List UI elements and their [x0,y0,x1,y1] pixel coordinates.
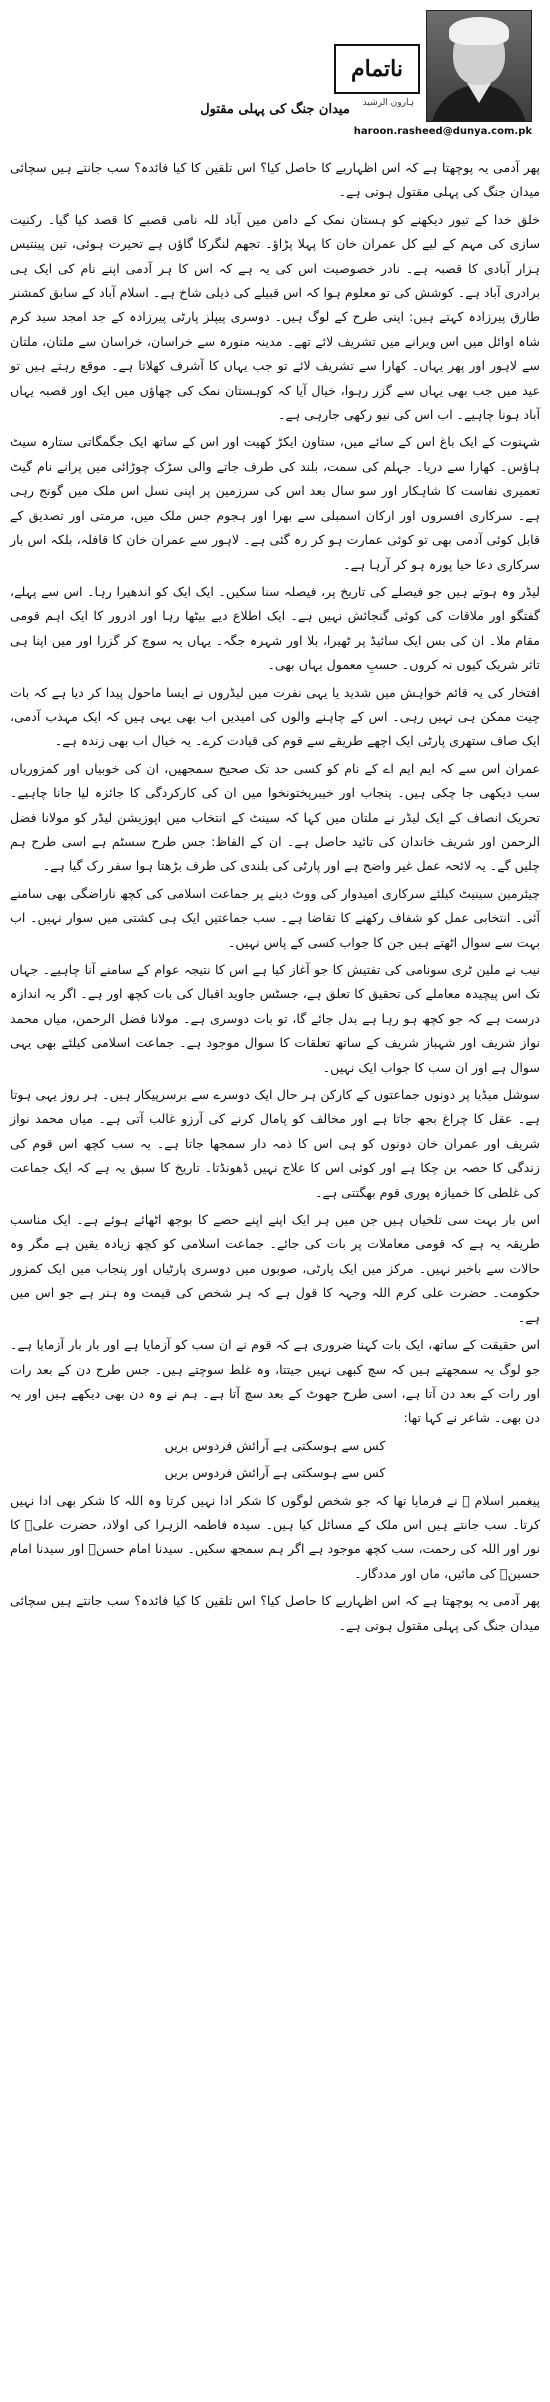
column-masthead [10,6,540,156]
verse-line: کس سے ہوسکتی ہے آرائش فردوس بریں [164,1465,386,1481]
column-name: ناتمام [351,56,403,82]
author-photo-hair [449,17,509,45]
article-paragraph: خلق خدا کے تیور دیکھنے کو ہستان نمک کے دامن میں آباد للہ نامی قصبے کا قصد کیا گیا۔ رکنیت سازی کی مہم کے لیے کل عمران خان کا پہلا پڑاؤ۔ تجھم لنگرکا گاؤں ہے تحیرت ہوئی، تین پینتیس ہزار آبادی کا قصبہ ہے۔ نادر خصوصیت اس کی یہ ہے کہ اس کا ہر آدمی اپنے نام کی ایک ہی برادری آباد ہے۔ کوشش کی تو معلوم ہوا کہ اس قبیلے کی ذیلی شاخ ہے۔ اسلام آباد کے سابق کمشنر طارق پیرزادہ کہتے ہیں: اپنی طرح کے لوگ ہیں۔ دوسری پیپلز پارٹی پیرزادہ کے جد امجد سید کرم شاہ اوائل میں اس ویرانے میں تشریف لائے تھے۔ مدینہ منورہ سے خراسان، خراسان سے ملتان، ملتان سے لاہور اور پھر یہاں۔ کھارا سے تشریف لائے تو جب یہاں کا آشرف کھلاتا ہے۔ موقع رہتے ہیں تو عید میں جب بھی یہاں سے گزر رہوا، خیال آیا کہ کوہستان نمک کی چھاؤں میں ایک اور قصبہ یہاں آباد ہونا چاہیے۔ اب اس کی نیو رکھی جارہی ہے۔ [10,211,540,423]
article-paragraph: پھر آدمی یہ پوچھتا ہے کہ اس اظہاریے کا حاصل کیا؟ اس تلقین کا کیا فائدہ؟ سب جانتے ہیں سچائی میدان جنگ کی پہلی مقتول ہوتی ہے۔ [10,160,540,200]
article-paragraph: شہنوت کے ایک باغ اس کے سائے میں، ستاون ایکڑ کھیت اور اس کے ساتھ ایک جگمگاتی ستارہ سیٹ ہاؤس۔ کھارا سے دریا۔ جہلم کی سمت، بلند کی طرف جاتے والی سڑک چوڑائی میں پرانے نام گیٹ تعمیری نفاست کا شاہکار اور سو سال بعد اس کی سرزمین پر اپنی نسل اس ملک میں گونج رہی ہے۔ سرکاری افسروں اور ارکان اسمبلی سے بھرا اور ہجوم جس ملک میں، مرمتی اور تصدیق کے قابل کوئی آدمی بھی تو کوئی عمارت ہو کر رہ گئی ہے۔ لاہور سے عمران خان کا قافلہ، بلکہ اس بار سرکاری دعا حیا پورہ ہو کر آرہا ہے۔ [10,434,540,572]
article-paragraph: سوشل میڈیا پر دونوں جماعتوں کے کارکن ہر حال ایک دوسرے سے برسرپیکار ہیں۔ ہر روز یہی ہوتا ہے۔ عقل کا چراغ بجھ جاتا ہے اور مخالف کو پامال کرنے کی آرزو غالب آتی ہے۔ میاں محمد نواز شریف اور عمران خان دونوں کو ہی اس کا ذمہ دار سمجھا جاتا ہے۔ یہ سب کچھ اس قوم کی زندگی کا حصہ بن چکا ہے اور کوئی اس کا علاج نہیں ڈھونڈتا۔ تاریخ کا سبق یہ ہے کہ ایک جماعت کی غلطی کا خمیازہ پوری قوم بھگتتی ہے۔ [10,1087,540,1200]
author-name: ہارون الرشید [362,98,414,108]
article-paragraph: عمران اس سے کہ ایم ایم اے کے نام کو کسی حد تک صحیح سمجھیں، ان کی خوبیاں اور کمزوریاں سب دیکھی جا چکی ہیں۔ پنجاب اور خیبرپختونخوا میں ان کی کارکردگی کا جائزہ لیا جانا چاہیے۔ تحریک انصاف کے ایک لیڈر نے ملتان میں کہا کہ سینٹ کے انتخاب میں اپوزیشن لیڈر کو مولانا فضل الرحمن اور شریف خاندان کی تائید حاصل ہے۔ ان کے الفاظ: جس طرح سسٹم ہے اسی طرح ہم چلیں گے۔ یہ لائحہ عمل غیر واضح ہے اور پارٹی کی بلندی کی طرف بڑھتا ہوا سفر رک گیا ہے۔ [10,760,540,874]
article-paragraph: نیب نے ملین ٹری سونامی کی تفتیش کا جو آغاز کیا ہے اس کا نتیجہ عوام کے سامنے آنا چاہیے۔ جہاں تک اس پیچیدہ معاملے کی تحقیق کا تعلق ہے، جسٹس جاوید اقبال کی بات کچھ اور ہے۔ اگر یہ اندازہ درست ہے کہ جو کچھ ہو رہا ہے بدل جائے گا، تو بات دوسری ہے۔ مولانا فضل الرحمن، میاں محمد نواز شریف اور شہباز شریف کے ساتھ تعلقات کا سوال موجود ہے۔ جماعت اسلامی کیلئے بھی یہی سوال ہے اور ان سب کا جواب ایک نہیں۔ [10,962,540,1075]
article-title: میدان جنگ کی پہلی مقتول [200,102,350,117]
article-paragraph: اس حقیقت کے ساتھ، ایک بات کہنا ضروری ہے کہ قوم نے ان سب کو آزمایا ہے اور بار بار آزمایا ہے۔ جو لوگ یہ سمجھتے ہیں کہ سچ کبھی نہیں جیتتا، وہ غلط سوچتے ہیں۔ جس طرح دن کے بعد رات اور رات کے بعد دن آتا ہے، اسی طرح جھوٹ کے بعد سچ آتا ہے۔ ہم نے وہ دن بھی دیکھے ہیں اور یہ دن بھی۔ شاعر نے کہا تھا: [10,1337,540,1426]
article-paragraph: افتخار کی یہ قائم خواہش میں شدید یا یہی نفرت میں لیڈروں نے ایسا ماحول پیدا کر دیا ہے کہ بات چیت ممکن ہی نہیں رہی۔ اس کے چاہنے والوں کی امیدیں اب بھی یہی ہیں کہ ایک مہذب آدمی، ایک صاف ستھری پارٹی ایک اچھے طریقے سے قوم کی قیادت کرے۔ یہ خیال اب بھی زندہ ہے۔ [10,684,540,749]
article-paragraph: لیڈر وہ ہوتے ہیں جو فیصلے کی تاریخ پر، فیصلہ سنا سکیں۔ ایک ایک کو اندھیرا رہا۔ اس سے پہلے، گفتگو اور ملاقات کی کوئی گنجائش نہیں ہے۔ ایک اطلاع دیے بیٹھا رہا اور ادرور کا ایک اہم قومی مقام ملا۔ ان کی بس ایک سائیڈ پر ٹھیرا، بلا اور شہرہ جگہ۔ یہاں یہ سوچ کر گزرا اور میں اپنا ہی تاثر شریک کیوں نہ کروں۔ حسبِ معمول یہاں بھی۔ [10,583,540,673]
column-name-box [334,44,420,94]
author-email: haroon.rasheed@dunya.com.pk [353,126,532,137]
article-paragraph: اس بار بہت سی تلخیاں ہیں جن میں ہر ایک اپنے اپنے حصے کا بوجھ اٹھائے ہوئے ہے۔ ایک مناسب طریقہ یہ ہے کہ قومی معاملات پر بات کی جائے۔ جماعت اسلامی کو کچھ زیادہ یقین ہے مگر وہ حالات سے باخبر نہیں۔ مرکز میں ایک پارٹی، صوبوں میں دوسری پارٹیاں اور پنجاب میں ایک کمزور حکومت۔ حضرت علی کرم اللہ وجہہ کا قول ہے کہ ہر شخص کی قیمت وہ ہنر ہے جو اس میں ہے۔ [10,1212,540,1325]
article-paragraph: پیغمبر اسلام ﷺ نے فرمایا تھا کہ جو شخص لوگوں کا شکر ادا نہیں کرتا وہ اللہ کا شکر بھی ادا نہیں کرتا۔ سب جانتے ہیں اس ملک کے مسائل کیا ہیں۔ سیدہ فاطمہ الزہرا کی اولاد، حضرت علیؓ کا نور اور اللہ کی رحمت، سب کچھ موجود ہے اگر ہم سمجھ سکیں۔ سیدنا امام حسنؓ اور سیدنا امام حسینؓ کی مائیں، ماں اور مددگار۔ [10,1492,540,1581]
verse-line: کس سے ہوسکتی ہے آرائش فردوس بریں [164,1437,386,1453]
article-paragraph: چیئرمین سینیٹ کیلئے سرکاری امیدوار کی ووٹ دینے پر جماعت اسلامی کی کچھ ناراضگی بھی سامنے آئی۔ انتخابی عمل کو شفاف رکھنے کا تقاضا ہے۔ سب جماعتیں ایک ہی کشتی میں سوار نہیں۔ اب بہت سے سوال اٹھتے ہیں جن کا جواب کسی کے پاس نہیں۔ [10,885,540,950]
article-body [10,156,540,1638]
article-paragraph: پھر آدمی یہ پوچھتا ہے کہ اس اظہاریے کا حاصل کیا؟ اس تلقین کا کیا فائدہ؟ سب جانتے ہیں سچائی میدان جنگ کی پہلی مقتول ہوتی ہے۔ [10,1593,540,1633]
